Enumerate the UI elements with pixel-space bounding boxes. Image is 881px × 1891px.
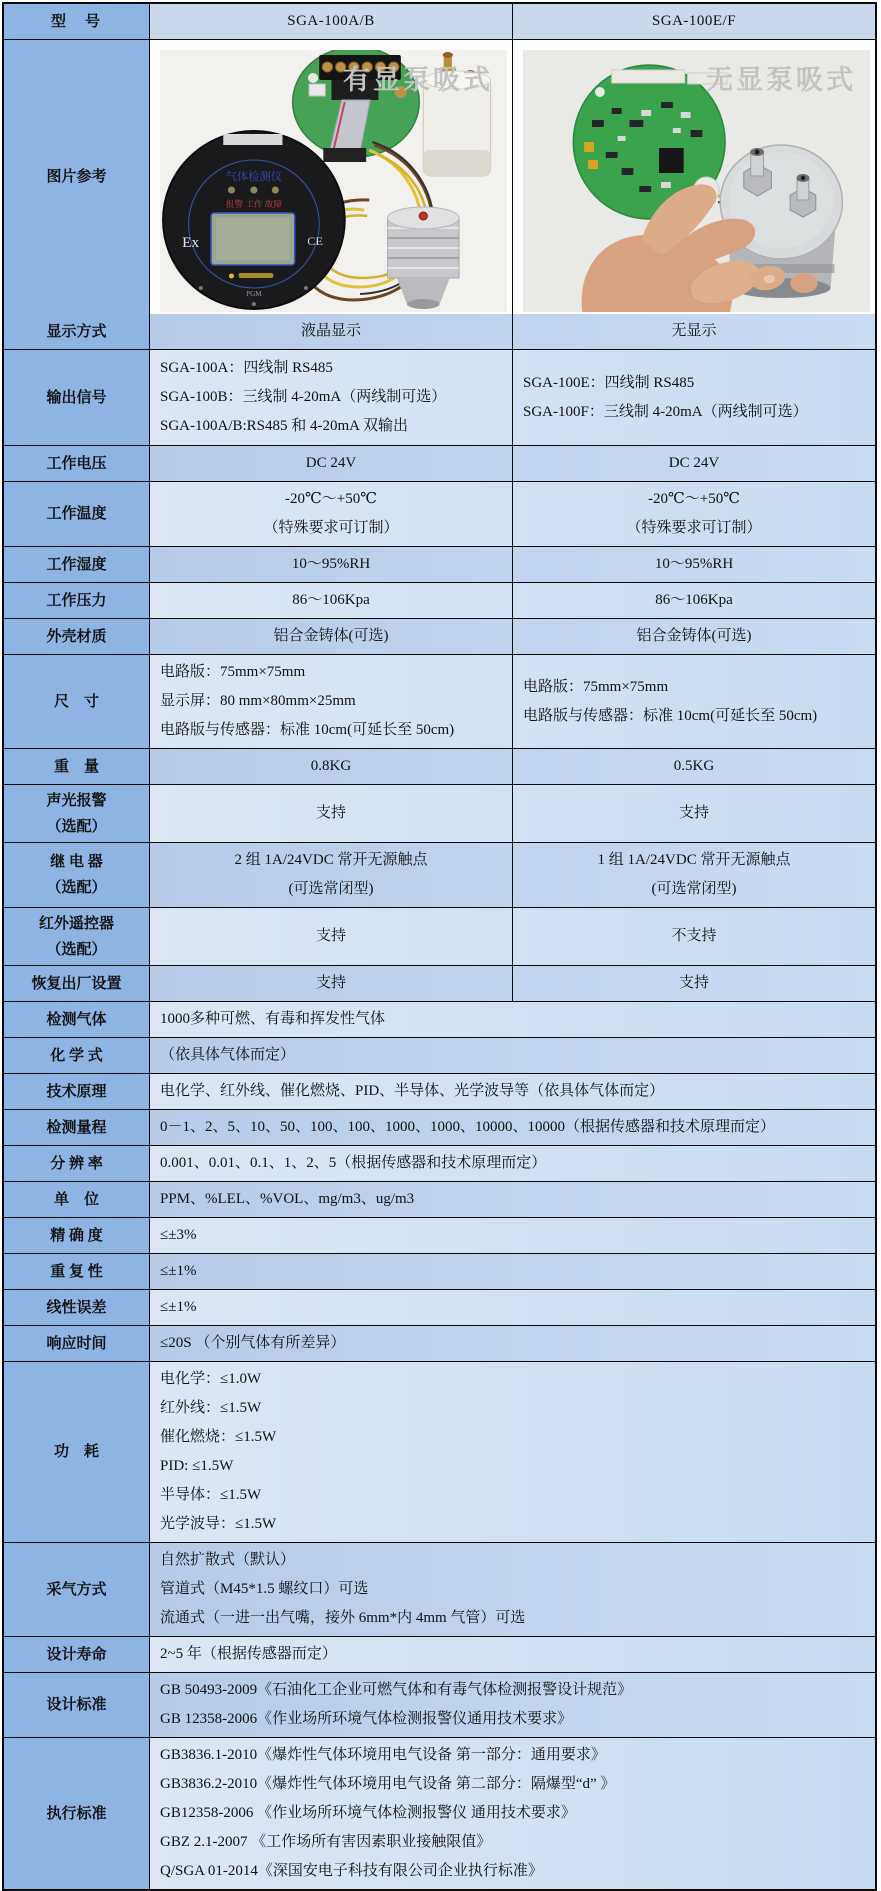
- spec-row-26: [4, 1672, 875, 1737]
- cell-line: 支持: [678, 805, 709, 821]
- cell-line: GB12358-2006 《作业场所环境气体检测报警仪 通用技术要求》: [160, 1805, 576, 1821]
- spec-row-20: [4, 1253, 875, 1289]
- row-label: [4, 1074, 150, 1109]
- spec-row-22: [4, 1325, 875, 1361]
- cell-line: 无显示: [671, 323, 717, 339]
- cell-line: (可选常闭型): [651, 881, 737, 897]
- cell-line: 电路版与传感器：标准 10cm(可延长至 50cm): [160, 722, 455, 738]
- cell-line: GB3836.2-2010《爆炸性气体环境用电气设备 第二部分：隔爆型“d” 》: [160, 1776, 616, 1792]
- row-cell: [150, 1146, 875, 1181]
- row-label-line: 检测气体: [46, 1011, 107, 1028]
- spec-row-8: [4, 748, 875, 784]
- row-label-line: 重 量: [53, 758, 99, 775]
- watermark-pump-type-b: 无显泵吸式: [706, 65, 856, 95]
- row-cell: [512, 908, 875, 965]
- photo-cell-sga-100ab: [150, 40, 512, 314]
- cell-line: 0.5KG: [673, 758, 715, 774]
- cell-line: 0.001、0.01、0.1、1、2、5（根据传感器和技术原理而定）: [160, 1155, 547, 1171]
- row-label: [4, 749, 150, 784]
- row-label-line: 分 辨 率: [50, 1155, 103, 1172]
- row-cells: [150, 350, 875, 445]
- cell-line: (可选常闭型): [288, 881, 374, 897]
- row-cell: [150, 619, 512, 654]
- cell-line: -20℃～+50℃: [647, 491, 740, 507]
- cell-line: GB3836.1-2010《爆炸性气体环境用电气设备 第一部分：通用要求》: [160, 1747, 606, 1763]
- product-photo-a: [160, 50, 507, 312]
- cell-line: 2 组 1A/24VDC 常开无源触点: [234, 852, 428, 868]
- cell-line: 支持: [315, 975, 346, 991]
- cell-line: -20℃～+50℃: [284, 491, 377, 507]
- spec-row-9: [4, 784, 875, 842]
- gas-detector-icon: [163, 131, 345, 309]
- row-cell: [150, 1002, 875, 1037]
- row-cells: [150, 1290, 875, 1325]
- spec-row-1: [4, 349, 875, 445]
- cell-line: SGA-100E：四线制 RS485: [523, 374, 695, 391]
- cell-line: SGA-100A：四线制 RS485: [160, 360, 333, 376]
- row-label-line: 外壳材质: [46, 628, 107, 645]
- row-cell: [512, 966, 875, 1001]
- row-label-line: 声光报警: [46, 792, 107, 809]
- cell-line: 86～106Kpa: [655, 592, 733, 608]
- row-label-line: 技术原理: [46, 1083, 107, 1100]
- detector-led-labels: 报警 工作 故障: [225, 199, 283, 209]
- row-label: [4, 619, 150, 654]
- detector-ex-mark: Ex: [182, 234, 200, 251]
- row-label: [4, 1038, 150, 1073]
- row-label-line: 执行标准: [46, 1805, 107, 1822]
- spec-row-7: [4, 654, 875, 748]
- spec-row-6: [4, 618, 875, 654]
- row-cell: [150, 1290, 875, 1325]
- row-label: [4, 1218, 150, 1253]
- row-label-line: （选配）: [46, 818, 107, 835]
- row-cell: [512, 619, 875, 654]
- product-photo-b: [523, 50, 870, 312]
- row-label: [4, 350, 150, 445]
- row-cell: [150, 1038, 875, 1073]
- cell-line: ≤±1%: [160, 1299, 197, 1315]
- spec-row-4: [4, 546, 875, 582]
- row-label: [4, 1637, 150, 1672]
- row-label-line: 化 学 式: [50, 1047, 103, 1064]
- photo-reference-row: [4, 39, 875, 314]
- row-cells: [150, 446, 875, 481]
- cell-line: ≤±3%: [160, 1227, 197, 1243]
- row-label-line: 线性误差: [46, 1299, 107, 1316]
- row-label: [4, 843, 150, 907]
- cell-line: 自然扩散式（默认）: [160, 1552, 296, 1568]
- cell-line: 不支持: [671, 928, 717, 944]
- spec-row-18: [4, 1181, 875, 1217]
- row-label: [4, 1254, 150, 1289]
- row-cell: [150, 1738, 875, 1889]
- row-cell: [512, 749, 875, 784]
- row-label: [4, 314, 150, 349]
- row-cell: [512, 785, 875, 842]
- row-cell: [150, 749, 512, 784]
- row-label-line: 继 电 器: [50, 854, 103, 870]
- row-label: [4, 1110, 150, 1145]
- row-cell: [512, 350, 875, 445]
- row-label: [4, 583, 150, 618]
- row-cells: [150, 583, 875, 618]
- spec-row-14: [4, 1037, 875, 1073]
- row-label-line: 工作压力: [46, 592, 107, 609]
- spec-row-17: [4, 1145, 875, 1181]
- product-spec-table: [2, 2, 877, 1891]
- row-cell: [150, 1362, 875, 1542]
- row-label-line: 精 确 度: [50, 1227, 103, 1244]
- sensor-red-dot-icon: [419, 212, 427, 220]
- spec-row-5: [4, 582, 875, 618]
- cell-line: （特殊要求可订制）: [626, 520, 762, 536]
- row-cells: [150, 655, 875, 748]
- row-cells: [150, 843, 875, 907]
- row-label-line: 设计标准: [46, 1697, 107, 1713]
- row-cells: [150, 1182, 875, 1217]
- photo-cells: [150, 40, 875, 314]
- row-cells: [150, 1738, 875, 1889]
- row-label-line: （选配）: [46, 880, 107, 896]
- cell-line: 光学波导：≤1.5W: [160, 1516, 277, 1532]
- row-cell: [150, 446, 512, 481]
- row-label-line: 工作温度: [46, 506, 107, 522]
- row-label-line: 恢复出厂设置: [31, 975, 122, 992]
- row-cell: [512, 446, 875, 481]
- row-cells: [150, 966, 875, 1001]
- row-cell: [512, 482, 875, 546]
- cell-line: 86～106Kpa: [292, 592, 370, 608]
- cell-line: Q/SGA 01-2014《深国安电子科技有限公司企业执行标准》: [160, 1863, 543, 1879]
- row-label-line: 输出信号: [46, 389, 107, 406]
- header-col-sga-100ab: SGA-100A/B: [150, 4, 512, 39]
- row-label: [4, 482, 150, 546]
- row-label-line: （选配）: [46, 941, 107, 958]
- cell-line: 电化学：≤1.0W: [160, 1371, 262, 1387]
- cell-line: 1 组 1A/24VDC 常开无源触点: [597, 852, 791, 868]
- spec-row-2: [4, 445, 875, 481]
- row-label: [4, 1673, 150, 1737]
- cell-line: 支持: [315, 805, 346, 821]
- row-cell: [150, 1254, 875, 1289]
- row-cell: [150, 655, 512, 748]
- cell-line: 管道式（M45*1.5 螺纹口）可选: [160, 1581, 369, 1597]
- row-cells: [150, 1110, 875, 1145]
- header-cells: [150, 4, 875, 39]
- detector-sticker: [223, 134, 282, 145]
- cell-line: DC 24V: [668, 455, 720, 471]
- spec-row-12: [4, 965, 875, 1001]
- row-label-line: 功 耗: [53, 1444, 99, 1460]
- cell-line: GB 50493-2009《石油化工企业可燃气体和有毒气体检测报警设计规范》: [160, 1682, 633, 1698]
- cell-line: 1000多种可燃、有毒和挥发性气体: [160, 1011, 386, 1027]
- cell-line: （依具体气体而定）: [160, 1047, 296, 1063]
- cell-line: 催化燃烧：≤1.5W: [160, 1429, 277, 1445]
- row-cells: [150, 1218, 875, 1253]
- row-cell: [150, 1218, 875, 1253]
- cell-line: 电路版：75mm×75mm: [523, 678, 669, 695]
- watermark-pump-type-a: 有显泵吸式: [343, 65, 493, 95]
- header-col-sga-100ef: SGA-100E/F: [512, 4, 875, 39]
- row-label-line: 检测量程: [46, 1119, 107, 1136]
- row-cells: [150, 785, 875, 842]
- cell-line: 0－1、2、5、10、50、100、100、1000、1000、10000、10000（根据传感器和技术原理而定）: [160, 1119, 776, 1135]
- row-label-line: 采气方式: [46, 1581, 107, 1598]
- cell-line: 电路版：75mm×75mm: [160, 664, 306, 680]
- row-cell: [150, 908, 512, 965]
- row-label-line: 工作湿度: [46, 556, 107, 573]
- cell-line: PID: ≤1.5W: [160, 1458, 234, 1474]
- cell-line: 流通式（一进一出气嘴，接外 6mm*内 4mm 气管）可选: [160, 1610, 526, 1626]
- cell-line: ≤±1%: [160, 1263, 197, 1279]
- spec-row-24: [4, 1542, 875, 1636]
- row-cells: [150, 1146, 875, 1181]
- cell-line: SGA-100F：三线制 4-20mA（两线制可选）: [523, 403, 808, 420]
- row-label: [4, 908, 150, 965]
- spec-row-3: [4, 481, 875, 546]
- photo-cell-sga-100ef: [512, 40, 875, 314]
- row-label: [4, 1326, 150, 1361]
- row-cell: [150, 785, 512, 842]
- row-label: [4, 547, 150, 582]
- cell-line: 电化学、红外线、催化燃烧、PID、半导体、光学波导等（依具体气体而定）: [160, 1083, 665, 1099]
- spec-row-27: [4, 1737, 875, 1889]
- row-cells: [150, 619, 875, 654]
- cell-line: DC 24V: [305, 455, 357, 471]
- row-cells: [150, 1254, 875, 1289]
- row-label-line: 单 位: [53, 1191, 99, 1208]
- row-label: [4, 655, 150, 748]
- cell-line: 半导体：≤1.5W: [160, 1487, 262, 1503]
- row-cell: [150, 482, 512, 546]
- row-label-line: 响应时间: [46, 1335, 107, 1352]
- row-label-line: 工作电压: [46, 455, 107, 472]
- spec-row-21: [4, 1289, 875, 1325]
- table-header-row: [4, 4, 875, 39]
- cell-line: ≤20S （个别气体有所差异）: [160, 1335, 346, 1351]
- cell-line: 2~5 年（根据传感器而定）: [160, 1646, 337, 1662]
- cell-line: 显示屏：80 mm×80mm×25mm: [160, 693, 356, 709]
- row-label: [4, 1738, 150, 1889]
- cell-line: 铝合金铸体(可选): [273, 628, 389, 644]
- spec-row-25: [4, 1636, 875, 1672]
- spec-row-13: [4, 1001, 875, 1037]
- row-cell: [150, 1182, 875, 1217]
- row-cells: [150, 1038, 875, 1073]
- cell-line: 10～95%RH: [291, 556, 371, 572]
- cell-line: 电路版与传感器：标准 10cm(可延长至 50cm): [523, 707, 818, 724]
- spec-row-0: [4, 314, 875, 349]
- cell-line: 0.8KG: [310, 758, 352, 774]
- row-cell: [150, 583, 512, 618]
- cell-line: 铝合金铸体(可选): [636, 628, 752, 644]
- cell-line: 支持: [315, 928, 346, 944]
- header-model-label: 型 号: [4, 4, 150, 39]
- row-cell: [150, 1074, 875, 1109]
- cell-line: SGA-100A/B:RS485 和 4-20mA 双输出: [160, 418, 408, 434]
- row-cells: [150, 314, 875, 349]
- row-cells: [150, 1326, 875, 1361]
- detector-pgm-label: PGM: [246, 290, 262, 298]
- spec-rows: [4, 314, 875, 1889]
- row-label: [4, 1362, 150, 1542]
- row-cells: [150, 908, 875, 965]
- row-cell: [150, 314, 512, 349]
- detector-title-text: 气体检测仪: [225, 171, 282, 183]
- row-label-line: 显示方式: [46, 323, 107, 340]
- row-label: [4, 966, 150, 1001]
- cell-line: GBZ 2.1-2007 《工作场所有害因素职业接触限值》: [160, 1834, 492, 1850]
- row-label-line: 设计寿命: [46, 1646, 107, 1663]
- cell-line: 支持: [678, 975, 709, 991]
- row-label-line: 尺 寸: [53, 693, 99, 710]
- row-cell: [150, 350, 512, 445]
- spec-row-23: [4, 1361, 875, 1542]
- row-label: [4, 1290, 150, 1325]
- row-cell: [150, 1110, 875, 1145]
- row-cells: [150, 1074, 875, 1109]
- cell-line: 10～95%RH: [654, 556, 734, 572]
- row-cells: [150, 1002, 875, 1037]
- row-cell: [150, 1326, 875, 1361]
- row-cell: [150, 843, 512, 907]
- row-cell: [512, 655, 875, 748]
- row-cells: [150, 749, 875, 784]
- row-label: [4, 785, 150, 842]
- row-cells: [150, 547, 875, 582]
- row-cell: [512, 843, 875, 907]
- row-label: [4, 446, 150, 481]
- row-cells: [150, 1637, 875, 1672]
- row-label-line: 重 复 性: [50, 1263, 103, 1280]
- row-cell: [512, 547, 875, 582]
- cell-line: 液晶显示: [300, 323, 361, 339]
- row-cell: [512, 583, 875, 618]
- row-label: [4, 1543, 150, 1636]
- row-cell: [150, 966, 512, 1001]
- row-cell: [150, 1673, 875, 1737]
- row-cell: [512, 314, 875, 349]
- cell-line: 红外线：≤1.5W: [160, 1400, 262, 1416]
- row-label: [4, 1002, 150, 1037]
- cell-line: GB 12358-2006《作业场所环境气体检测报警仪通用技术要求》: [160, 1711, 573, 1727]
- photo-row-label: 图片参考: [4, 40, 150, 314]
- spec-row-10: [4, 842, 875, 907]
- row-cells: [150, 1673, 875, 1737]
- row-cells: [150, 482, 875, 546]
- cell-line: PPM、%LEL、%VOL、mg/m3、ug/m3: [160, 1191, 415, 1207]
- cell-line: （特殊要求可订制）: [263, 520, 399, 536]
- row-cell: [150, 1543, 875, 1636]
- spec-row-11: [4, 907, 875, 965]
- row-cell: [150, 547, 512, 582]
- row-cells: [150, 1362, 875, 1542]
- cell-line: SGA-100B：三线制 4-20mA（两线制可选）: [160, 389, 447, 405]
- row-cells: [150, 1543, 875, 1636]
- spec-row-15: [4, 1073, 875, 1109]
- spec-row-19: [4, 1217, 875, 1253]
- row-cell: [150, 1637, 875, 1672]
- row-label: [4, 1182, 150, 1217]
- row-label: [4, 1146, 150, 1181]
- spec-row-16: [4, 1109, 875, 1145]
- detector-ce-mark: CE: [307, 234, 323, 248]
- row-label-line: 红外遥控器: [38, 915, 114, 932]
